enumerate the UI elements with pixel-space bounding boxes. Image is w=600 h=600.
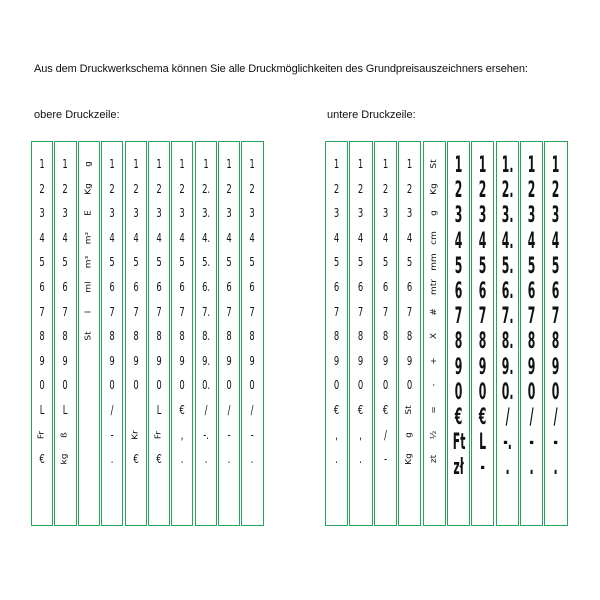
print-character: 9	[62, 353, 69, 368]
upper-column	[148, 141, 170, 526]
print-character: .	[359, 452, 363, 467]
print-character: 5	[179, 255, 186, 270]
print-character: -	[250, 427, 254, 442]
print-character: 4	[333, 230, 340, 245]
print-character: 5	[109, 255, 115, 270]
print-character: Ft	[452, 430, 466, 456]
upper-column	[101, 141, 123, 526]
print-character: 0	[156, 378, 162, 393]
print-character: Kg	[84, 182, 93, 195]
print-character: -.	[202, 427, 209, 442]
print-character: 0	[454, 379, 463, 405]
print-character: 9	[39, 353, 45, 368]
print-character: .	[181, 452, 184, 467]
print-character: 4	[407, 230, 413, 245]
print-character: l	[84, 310, 93, 313]
print-character: 5	[407, 255, 413, 270]
print-character: 0	[39, 378, 45, 393]
print-character: 4	[156, 230, 162, 245]
print-character: 7	[382, 304, 389, 319]
print-character: 3	[62, 206, 69, 221]
print-character: 5	[62, 255, 69, 270]
print-character: 9	[132, 353, 139, 368]
print-character: 4	[358, 230, 364, 245]
print-character: -	[383, 452, 387, 467]
print-character: 5	[552, 253, 560, 279]
upper-column	[195, 141, 217, 526]
print-character: .	[505, 455, 510, 481]
print-character: 8.	[201, 329, 210, 344]
print-character: E	[84, 210, 93, 217]
print-character: 5	[454, 253, 463, 279]
print-character: 2	[552, 178, 560, 204]
upper-column	[171, 141, 193, 526]
print-character: St	[84, 331, 93, 341]
print-character: mm	[429, 253, 438, 272]
print-character: L	[63, 403, 68, 417]
print-character: 2	[39, 181, 45, 196]
print-character: 4	[527, 228, 536, 254]
print-character: €	[479, 405, 487, 430]
print-character: 6	[249, 280, 256, 294]
print-character: 9	[552, 354, 560, 380]
print-character: 8	[179, 329, 186, 344]
print-character: 2	[109, 181, 115, 196]
print-character: .	[529, 455, 534, 481]
print-character: L	[156, 403, 162, 417]
print-character: 2	[156, 181, 162, 196]
print-character: 3	[454, 203, 463, 229]
print-character: 3	[358, 206, 364, 221]
print-character: 7.	[501, 304, 514, 330]
lower-column	[325, 141, 348, 526]
print-character: 8	[382, 329, 389, 344]
print-character: 3	[179, 206, 186, 221]
print-character: L	[479, 430, 487, 456]
lower-column	[471, 141, 494, 526]
print-character: 0	[527, 379, 536, 405]
upper-column	[31, 141, 53, 526]
print-character: 7	[358, 304, 364, 319]
print-character: 9	[407, 353, 413, 368]
print-character: 9	[179, 353, 186, 368]
print-character: X	[429, 333, 438, 340]
print-character: €	[132, 452, 139, 467]
print-character: 8	[358, 329, 364, 344]
print-character: ,	[181, 427, 184, 442]
print-character: 9	[358, 353, 364, 368]
print-character: 9	[527, 354, 536, 380]
print-character: 1	[333, 157, 340, 171]
print-character: 9.	[501, 354, 514, 380]
lower-column	[496, 141, 519, 526]
print-character: 9	[226, 353, 232, 368]
print-character: g	[429, 210, 438, 217]
print-character: 6	[552, 279, 560, 304]
print-character: ,	[359, 427, 363, 442]
print-character: 4	[552, 228, 560, 254]
print-character: Kg	[429, 182, 438, 195]
print-character: 9	[454, 354, 463, 380]
print-character: /	[204, 403, 208, 417]
print-character: /	[383, 427, 387, 442]
print-character: 5	[333, 255, 340, 270]
print-character: 6	[358, 280, 364, 294]
print-character: Kr	[130, 429, 140, 440]
print-character: 1	[203, 157, 209, 171]
upper-column	[125, 141, 147, 526]
print-character: 8	[454, 329, 463, 355]
print-character: 2.	[201, 181, 210, 196]
print-character: 7	[109, 304, 115, 319]
print-character: 5	[527, 253, 536, 279]
print-character: 5	[39, 255, 45, 270]
print-character: -	[553, 430, 559, 456]
lower-column	[447, 141, 470, 526]
print-character: 3.	[201, 206, 210, 221]
print-character: 0.	[201, 378, 210, 393]
print-character: 5	[132, 255, 139, 270]
print-character: 2	[62, 181, 69, 196]
print-character: 1	[358, 157, 364, 171]
print-character: 1	[249, 157, 256, 171]
print-character: 4	[132, 230, 139, 245]
print-character: /	[529, 405, 534, 430]
print-character: 7	[479, 304, 487, 330]
print-character: 9	[249, 353, 256, 368]
print-character: 2	[407, 181, 413, 196]
print-character: 1	[527, 153, 536, 178]
print-character: 4	[179, 230, 186, 245]
print-character: 2	[249, 181, 256, 196]
print-character: 2	[226, 181, 232, 196]
print-character: 6	[407, 280, 413, 294]
print-character: /	[251, 403, 254, 417]
lower-column	[374, 141, 397, 526]
lower-column	[423, 141, 446, 526]
print-character: /	[110, 403, 114, 417]
print-character: #	[429, 307, 438, 316]
print-character: 7	[62, 304, 69, 319]
print-character: 7	[179, 304, 186, 319]
print-character: 3	[156, 206, 162, 221]
print-character: 4.	[501, 228, 514, 254]
print-character: €	[156, 452, 162, 467]
print-character: 2.	[501, 178, 514, 204]
print-character: 7	[39, 304, 45, 319]
print-character: 1	[479, 153, 487, 178]
print-character: 6	[454, 279, 463, 304]
print-character: €	[39, 452, 45, 467]
print-character: 5	[226, 255, 232, 270]
print-character: cm	[429, 230, 438, 245]
print-character: 3	[479, 203, 487, 229]
print-character: 8	[156, 329, 162, 344]
print-character: 7	[333, 304, 340, 319]
print-character: 5	[382, 255, 389, 270]
print-character: 7	[454, 304, 463, 330]
print-character: 6.	[201, 280, 210, 294]
print-character: 4	[479, 228, 487, 254]
print-character: .	[227, 452, 231, 467]
print-character: =	[429, 406, 438, 414]
print-character: €	[358, 403, 364, 417]
print-character: 0	[333, 378, 340, 393]
print-character: 4	[62, 230, 69, 245]
print-character: 1	[132, 157, 139, 171]
print-character: .	[335, 452, 338, 467]
print-character: .	[204, 452, 208, 467]
print-character: 8	[39, 329, 45, 344]
print-character: 0	[62, 378, 69, 393]
print-character: 0	[382, 378, 389, 393]
print-character: +	[429, 357, 438, 365]
print-character: ml	[84, 281, 93, 293]
print-character: m²	[84, 231, 93, 244]
print-character: 3	[407, 206, 413, 221]
print-character: kg	[60, 453, 70, 465]
print-character: €	[454, 405, 463, 430]
print-character: 2	[333, 181, 340, 196]
intro-text: Aus dem Druckwerkschema können Sie alle Druckmöglichkeiten des Grundpreisauszeichners ersehen:	[34, 63, 528, 75]
print-character: 3	[132, 206, 139, 221]
print-character: L	[39, 403, 45, 417]
print-character: ,	[335, 427, 338, 442]
print-character: 5	[249, 255, 256, 270]
print-character: 4	[226, 230, 232, 245]
print-character: 3	[382, 206, 389, 221]
print-character: 7	[249, 304, 256, 319]
print-character: Fr	[37, 430, 46, 439]
upper-column	[218, 141, 240, 526]
print-character: ß	[60, 431, 70, 438]
print-character: 0	[226, 378, 232, 393]
print-character: 0	[132, 378, 139, 393]
print-character: 1.	[501, 153, 514, 178]
print-character: 5.	[201, 255, 210, 270]
print-character: 7.	[201, 304, 210, 319]
print-character: -	[429, 383, 438, 388]
print-character: -	[480, 455, 486, 481]
print-character: 7	[552, 304, 560, 330]
print-character: 3	[39, 206, 45, 221]
print-character: 1	[407, 157, 413, 171]
print-character: .	[251, 452, 254, 467]
lower-column	[544, 141, 567, 526]
print-character: 8	[132, 329, 139, 344]
print-character: 6	[156, 280, 162, 294]
print-character: -.	[502, 430, 512, 456]
print-character: 1	[62, 157, 69, 171]
print-character: 0	[109, 378, 115, 393]
print-character: €	[382, 403, 389, 417]
print-character: 8	[62, 329, 69, 344]
print-character: -	[529, 430, 534, 456]
print-character: 3	[552, 203, 560, 229]
print-character: 8	[109, 329, 115, 344]
print-character: 9	[382, 353, 389, 368]
print-character: 6	[226, 280, 232, 294]
print-character: 7	[132, 304, 139, 319]
print-character: -	[110, 427, 114, 442]
print-character: 1	[454, 153, 463, 178]
print-character: St	[405, 405, 414, 415]
print-character: 6	[333, 280, 340, 294]
print-character: 6	[39, 280, 45, 294]
print-character: 2	[382, 181, 389, 196]
upper-line-label: obere Druckzeile:	[34, 109, 120, 121]
print-character: 6	[132, 280, 139, 294]
print-character: 8	[479, 329, 487, 355]
print-character: 1	[109, 157, 115, 171]
print-character: /	[553, 405, 558, 430]
print-character: 2	[179, 181, 186, 196]
print-character: 6	[109, 280, 115, 294]
print-character: 5.	[501, 253, 514, 279]
print-character: g	[405, 431, 414, 438]
print-character: 2	[132, 181, 139, 196]
print-character: 2	[358, 181, 364, 196]
print-character: 0	[249, 378, 256, 393]
print-character: 3	[109, 206, 115, 221]
print-character: 3	[226, 206, 232, 221]
print-character: 1	[39, 157, 45, 171]
print-character: 5	[156, 255, 162, 270]
print-character: 2	[527, 178, 536, 204]
print-character: 4	[39, 230, 45, 245]
print-character: 6	[479, 279, 487, 304]
print-character: 6	[527, 279, 536, 304]
print-character: 6	[179, 280, 186, 294]
upper-column	[78, 141, 100, 526]
print-character: 6.	[501, 279, 514, 304]
print-character: 9	[156, 353, 162, 368]
print-character: 9.	[201, 353, 210, 368]
print-character: 6	[62, 280, 69, 294]
print-character: 1	[156, 157, 162, 171]
print-character: 2	[454, 178, 463, 204]
print-character: 8	[226, 329, 232, 344]
print-character: 8	[249, 329, 256, 344]
print-character: 9	[109, 353, 115, 368]
print-character: zł	[453, 455, 464, 481]
print-character: 4	[249, 230, 256, 245]
print-character: 0.	[501, 379, 514, 405]
print-character: g	[84, 161, 93, 167]
print-character: 7	[156, 304, 162, 319]
print-character: 7	[527, 304, 536, 330]
print-character: /	[505, 405, 510, 430]
print-character: m³	[84, 256, 93, 269]
print-character: 4	[109, 230, 115, 245]
print-character: 9	[333, 353, 340, 368]
print-character: 8	[333, 329, 340, 344]
upper-column	[54, 141, 76, 526]
print-character: 8.	[501, 329, 514, 355]
print-character: 3	[249, 206, 256, 221]
print-character: 6	[382, 280, 389, 294]
lower-line-label: untere Druckzeile:	[327, 109, 416, 121]
lower-print-chart	[325, 141, 569, 526]
print-character: 5	[479, 253, 487, 279]
print-character: 4.	[201, 230, 210, 245]
print-character: 0	[358, 378, 364, 393]
upper-print-chart	[31, 141, 265, 526]
print-character: 3	[333, 206, 340, 221]
print-character: 0	[479, 379, 487, 405]
print-character: 1	[382, 157, 389, 171]
lower-column	[349, 141, 372, 526]
print-character: .	[110, 452, 114, 467]
print-character: 8	[407, 329, 413, 344]
print-character: /	[227, 403, 231, 417]
print-character: 1	[552, 153, 560, 178]
print-character: mtr	[429, 279, 438, 295]
print-character: .	[553, 455, 559, 481]
print-character: 9	[479, 354, 487, 380]
print-character: 7	[226, 304, 232, 319]
print-character: 1	[179, 157, 186, 171]
print-character: 8	[552, 329, 560, 355]
print-character: €	[179, 403, 186, 417]
lower-column	[520, 141, 543, 526]
print-character: 7	[407, 304, 413, 319]
print-character: ½	[429, 430, 438, 439]
print-character: 2	[479, 178, 487, 204]
print-character: 4	[454, 228, 463, 254]
upper-column	[241, 141, 263, 526]
print-character: 3.	[501, 203, 514, 229]
print-character: 1	[226, 157, 232, 171]
print-character: Kg	[405, 453, 414, 465]
print-character: 0	[552, 379, 560, 405]
print-character: €	[333, 403, 340, 417]
print-character: Fr	[154, 430, 163, 439]
print-character: zt	[429, 455, 438, 464]
print-character: 8	[527, 329, 536, 355]
print-character: 0	[179, 378, 186, 393]
print-character: 5	[358, 255, 364, 270]
print-character: -	[227, 427, 231, 442]
lower-column	[398, 141, 421, 526]
print-character: 0	[407, 378, 413, 393]
print-character: St	[429, 159, 438, 169]
print-character: 4	[382, 230, 389, 245]
print-character: 3	[527, 203, 536, 229]
